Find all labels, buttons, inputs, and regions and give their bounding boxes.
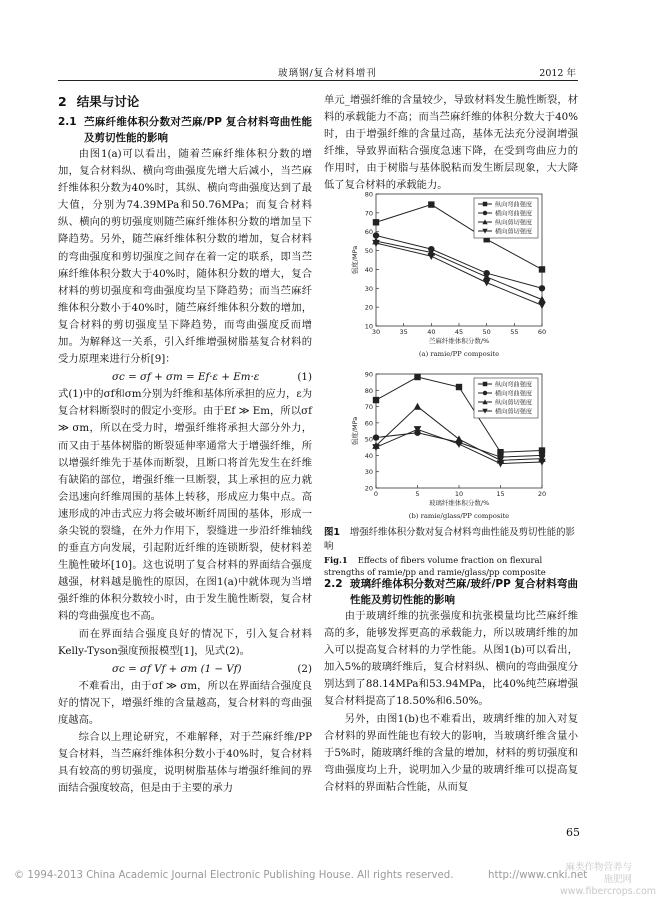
equation-number: (1)	[297, 371, 312, 384]
y-tick-label: 50	[364, 435, 373, 444]
paragraph: 由图1(a)可以看出，随着苎麻纤维体积分数的增加，复合材料纵、横向弯曲强度先增大后减小，当苎麻纤维体积分数为40%时，其纵、横向弯曲强度达到了最大值，分别为74.39MPa和50.76MPa；而复合材料纵、横向的剪切强度则随苎麻纤维体积分数的增加呈下降趋势。另外，随苎麻纤维体积分数的增加，复合材料的弯曲强度和剪切强度之间存在着一定的联系，即当苎麻纤维体积分数大于40%时，随体积分数的增大，复合材料的剪切强度和弯曲强度均呈下降趋势；而当苎麻纤维体积分数小于40%时，随苎麻纤维体积分数的增加，复合材料的剪切强度呈下降趋势，而弯曲强度反而增加。为解释这一关系，引入纤维增强树脂基复合材料的受力原理来进行分析[9]：	[58, 148, 312, 366]
y-tick-label: 60	[364, 419, 373, 428]
legend-marker	[483, 202, 487, 206]
equation-2	[58, 660, 312, 678]
equation-number: (2)	[297, 662, 312, 675]
data-point	[414, 403, 422, 410]
header-year: 2012 年	[539, 68, 576, 79]
chart-a-svg	[350, 188, 550, 362]
paragraph: 由于玻璃纤维的抗张强度和抗张模量均比苎麻纤维高的多，能够发挥更高的承载能力，所以玻璃纤维的加入可以提高复合材料的力学性能。从图1(b)可以看出，加入5%的玻璃纤维后，复合材料纵、横向的弯曲强度分别达到了88.14MPa和53.94MPa，比40%纯苎麻增强复合材料提高了18.50%和6.50%。	[324, 610, 578, 708]
watermark-line-2: www.fibercrops.com	[560, 886, 656, 897]
watermark-line-1: 麻类作物营养与施肥网	[565, 862, 632, 885]
y-tick-label: 50	[364, 247, 373, 256]
paragraph: 而在界面结合强度良好的情况下，引入复合材料Kelly-Tyson强度预报模型[1]，见式(2)。	[58, 627, 312, 657]
y-tick-label: 30	[364, 284, 373, 293]
data-point	[414, 374, 420, 380]
x-tick-label: 50	[482, 328, 491, 336]
y-axis-label: 强度/MPa	[351, 416, 359, 446]
y-tick-label: 30	[364, 468, 373, 477]
subsection-title: 玻璃纤维体积分数对苎麻/玻纤/PP 复合材料弯曲性能及剪切性能的影响	[350, 578, 578, 606]
subsection-heading-2-2	[324, 576, 578, 608]
series-line	[376, 241, 542, 299]
y-tick-label: 70	[364, 403, 373, 412]
y-tick-label: 80	[364, 190, 373, 199]
data-point	[456, 384, 462, 390]
chart-subtitle: (a) ramie/PP composite	[418, 350, 500, 358]
paragraph: 另外，由图1(b)也不难看出，玻璃纤维的加入对复合材料的界面性能也有较大的影响，当玻璃纤维含量小于5%时，随玻璃纤维的含量的增加，材料的剪切强度和弯曲强度均上升，说明加入少量的玻璃纤维可以提高复合材料的界面粘合性能，从而复	[324, 712, 578, 793]
legend-marker	[483, 211, 487, 215]
data-point	[373, 434, 379, 440]
y-tick-label: 20	[364, 484, 373, 493]
equation-1	[58, 368, 312, 386]
page-number: 65	[566, 826, 580, 839]
section-number: 2	[58, 94, 67, 109]
x-axis-label: 玻璃纤维体积分数/%	[428, 499, 490, 507]
figure-caption-cn	[324, 526, 578, 554]
paragraph: 单元_增强纤维的含量较少，导致材料发生脆性断裂，材料的承载能力不高；而当苎麻纤维的体积分数大于40%时，由于增强纤维的含量过高，基体无法充分浸润增强纤维，导致界面粘合强度急速下降，在受到弯曲应力的作用时，由于树脂与基体脱粘而发生断层现象，大大降低了复合材料的承载能力。	[324, 94, 578, 192]
paragraph: 不难看出，由于σf ≫ σm，所以在界面结合强度良好的情况下，增强纤维的含量越高，复合材料的弯曲强度越高。	[58, 679, 312, 726]
legend-label: 横向弯曲强度	[495, 210, 533, 218]
data-point	[538, 296, 546, 303]
x-tick-label: 10	[454, 490, 464, 498]
legend-label: 纵向剪切强度	[495, 219, 533, 227]
chart-b-svg	[350, 368, 550, 524]
watermark	[560, 862, 656, 898]
legend-label: 横向剪切强度	[495, 228, 533, 236]
data-point	[538, 302, 546, 309]
paragraph: 式(1)中的σf和σm分别为纤维和基体所承担的应力，ε为复合材料断裂时的假定小变形。由于Ef ≫ Em，所以σf ≫ σm，所以在受力时，增强纤维将承担大部分外力，而又由于基体树脂的断裂延伸率通常大于增强纤维，所以增强纤维先于基体而断裂，且断口将首先发生在纤维有缺陷的部位，增强纤维一旦断裂，其上承担的应力就会迅速向纤维周围的基体上转移，形成应力集中点。高速形成的冲击式应力将会破坏断纤周围的基体，形成一条尖锐的裂缝，在外力作用下，裂缝进一步沿纤维轴线的垂直方向发展，引起附近纤维的连锁断裂，使材料差生脆性破坏[10]。这也说明了复合材料的界面结合强度越强，材料越是脆性的原因，在图1(a)中就体现为当增强纤维的体积分数较小时，由于发生脆性断裂，复合材料的弯曲强度也不高。	[58, 388, 312, 623]
figure-number: 图1	[324, 527, 340, 538]
figure-number-en: Fig.1	[324, 555, 348, 565]
y-tick-label: 40	[364, 451, 373, 460]
paragraph: 综合以上理论研究，不难解释，对于苎麻纤维/PP复合材料，当苎麻纤维体积分数小于40%时，复合材料具有较高的剪切强度，说明树脂基体与增强纤维间的界面结合强度较高，但是由于主要的承力	[58, 731, 312, 795]
legend-label: 纵向弯曲强度	[495, 381, 533, 389]
x-tick-label: 40	[427, 328, 436, 336]
y-tick-label: 80	[364, 386, 373, 395]
copyright-text: © 1994-2013 China Academic Journal Electronic Publishing House. All rights reserved.	[14, 870, 454, 881]
equation-body: σc = σf + σm = Ef·ε + Em·ε	[112, 371, 260, 384]
x-tick-label: 0	[373, 490, 379, 498]
x-tick-label: 55	[510, 328, 519, 336]
data-point	[373, 219, 379, 225]
subsection-number: 2.1	[58, 116, 77, 128]
footer	[14, 870, 624, 881]
subsection-number: 2.2	[324, 578, 343, 590]
series-line	[376, 235, 542, 288]
footer-url[interactable]: http://www.cnki.net	[488, 870, 588, 881]
figure-caption-en	[324, 554, 578, 578]
data-point	[428, 253, 436, 260]
data-point	[455, 441, 463, 448]
section-heading	[58, 92, 312, 112]
chart-subtitle: (b) ramie/glass/PP composite	[408, 512, 510, 520]
y-tick-label: 40	[364, 265, 373, 274]
data-point	[539, 285, 545, 291]
data-point	[428, 201, 434, 207]
y-axis-label: 强度/MPa	[351, 245, 359, 275]
x-tick-label: 30	[371, 328, 381, 336]
y-tick-label: 20	[364, 303, 373, 312]
data-point	[373, 397, 379, 403]
subsection-heading-2-1	[58, 114, 312, 146]
data-point	[539, 266, 545, 272]
right-column-top	[324, 92, 578, 195]
equation-body: σc = σf Vf + σm (1 − Vf)	[112, 662, 242, 675]
y-tick-label: 70	[364, 209, 373, 218]
data-point	[483, 279, 491, 286]
figure-1a-chart	[350, 188, 550, 362]
y-tick-label: 90	[364, 370, 373, 379]
right-column-bottom	[324, 576, 578, 796]
plot-area	[350, 371, 546, 521]
legend-label: 横向弯曲强度	[495, 390, 533, 398]
figure-1b-chart	[350, 368, 550, 524]
legend-marker	[483, 391, 487, 395]
left-column	[58, 92, 312, 797]
figure-caption-text: 增强纤维体积分数对复合材料弯曲性能及剪切性能的影响	[324, 527, 575, 552]
legend-label: 横向剪切强度	[495, 408, 533, 416]
running-header	[58, 62, 578, 81]
x-axis-label: 苎麻纤维体积分数/%	[428, 337, 490, 345]
x-tick-label: 60	[537, 328, 547, 336]
x-tick-label: 20	[537, 490, 547, 498]
y-tick-label: 60	[364, 228, 373, 237]
legend-label: 纵向剪切强度	[495, 399, 533, 407]
section-title: 结果与讨论	[76, 94, 140, 109]
legend-label: 纵向弯曲强度	[495, 201, 533, 209]
x-tick-label: 35	[399, 328, 408, 336]
figure-caption-text-en: Effects of fibers volume fraction on flexural strengths of ramie/pp and ramie/glass/pp composite	[324, 555, 546, 577]
x-tick-label: 15	[496, 490, 505, 498]
y-tick-label: 10	[364, 322, 373, 331]
series-line	[376, 243, 542, 305]
legend-marker	[483, 382, 487, 386]
subsection-title: 苎麻纤维体积分数对苎麻/PP 复合材料弯曲性能及剪切性能的影响	[84, 116, 312, 144]
x-tick-label: 5	[415, 490, 420, 498]
plot-area	[350, 191, 546, 359]
x-tick-label: 45	[454, 328, 464, 336]
journal-name: 玻璃钢/复合材料增刊	[278, 68, 377, 79]
